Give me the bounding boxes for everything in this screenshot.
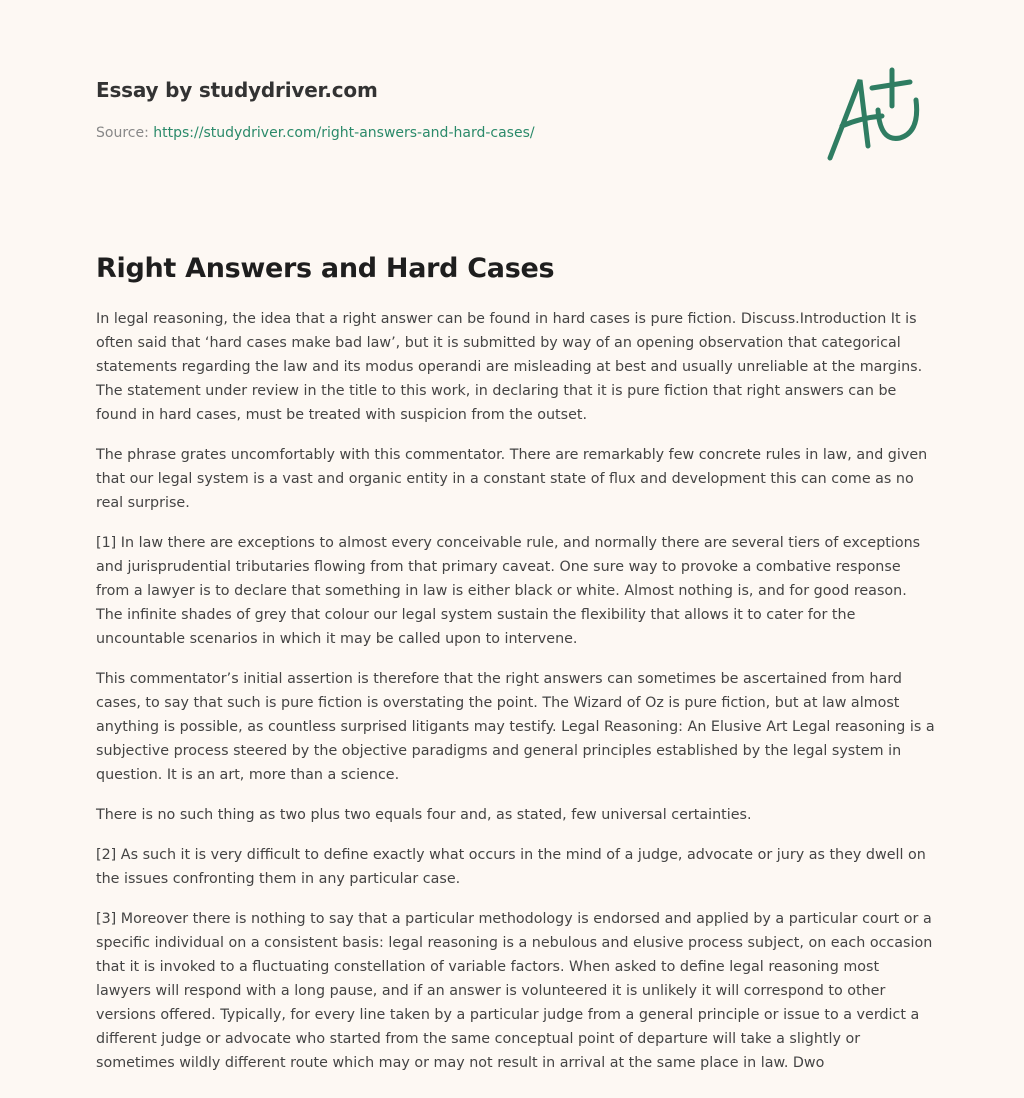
essay-title: Right Answers and Hard Cases (96, 253, 555, 284)
source-line (96, 123, 936, 143)
paragraph: [1] In law there are exceptions to almost every conceivable rule, and normally there are several tiers of exceptions and jurisprudential tributaries flowing from that primary caveat. One sure way to provoke a combative response from a lawyer is to declare that something in law is either black or white. Almost nothing is, and for good reason. The infinite shades of grey that colour our legal system sustain the flexibility that allows it to cater for the uncountable scenarios in which it may be called upon to intervene. (96, 535, 921, 647)
source-link[interactable]: https://studydriver.com/right-answers-and-hard-cases/ (153, 125, 535, 141)
paragraph: [3] Moreover there is nothing to say that a particular methodology is endorsed and applied by a particular court or a specific individual on a consistent basis: legal reasoning is a nebulous and elusive process subject, on each occasion that it is invoked to a fluctuating constellation of variable factors. When asked to define legal reasoning most lawyers will respond with a long pause, and if an answer is volunteered it is unlikely it will correspond to other versions offered. Typically, for every line taken by a particular judge from a general principle or issue to a verdict a different judge or advocate who started from the same conceptual point of departure will take a slightly or sometimes wildly different route which may or may not result in arrival at the same place in law. Dwo (96, 911, 933, 1071)
essay-paragraphs (96, 307, 936, 1075)
paragraph: In legal reasoning, the idea that a right answer can be found in hard cases is pure fiction. Discuss.Introduction It is often said that ‘hard cases make bad law’, but it is submitted by way of an opening observation that categorical statements regarding the law and its modus operandi are misleading at best and usually unreliable at the margins. The statement under review in the title to this work, in declaring that it is pure fiction that right answers can be found in hard cases, must be treated with suspicion from the outset. (96, 311, 923, 423)
paragraph: This commentator’s initial assertion is therefore that the right answers can sometimes be ascertained from hard cases, to say that such is pure fiction is overstating the point. The Wizard of Oz is pure fiction, but at law almost anything is possible, as countless surprised litigants may testify. Legal Reasoning: An Elusive Art Legal reasoning is a subjective process steered by the objective paradigms and general principles established by the legal system in question. It is an art, more than a science. (96, 671, 935, 783)
paragraph: The phrase grates uncomfortably with this commentator. There are remarkably few concrete rules in law, and given that our legal system is a vast and organic entity in a constant state of flux and development this can come as no real surprise. (96, 447, 928, 511)
paragraph: [2] As such it is very difficult to define exactly what occurs in the mind of a judge, advocate or jury as they dwell on the issues confronting them in any particular case. (96, 847, 926, 887)
source-label: Source: (96, 125, 149, 141)
paragraph: There is no such thing as two plus two equals four and, as stated, few universal certainties. (96, 807, 752, 823)
site-title: Essay by studydriver.com (96, 78, 378, 102)
